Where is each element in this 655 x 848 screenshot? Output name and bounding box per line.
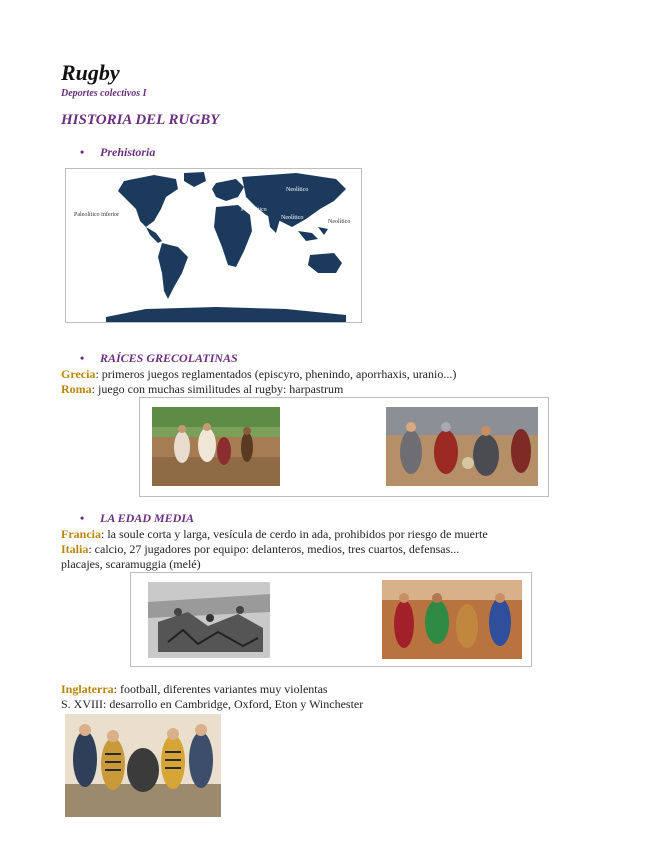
text-line-grecia xyxy=(61,367,456,382)
map-label-2: Neolítico xyxy=(286,187,309,193)
bullet-label: LA EDAD MEDIA xyxy=(100,511,195,525)
keyword-italia: Italia xyxy=(61,542,89,556)
keyword-inglaterra: Inglaterra xyxy=(61,682,114,696)
map-label-4: Neolítico xyxy=(281,215,304,221)
photo-english-football-scrum xyxy=(65,714,221,817)
document-subtitle: Deportes colectivos I xyxy=(61,88,147,99)
line-text: : juego con muchas similitudes al rugby: harpastrum xyxy=(91,382,344,396)
bullet-label: RAÍCES GRECOLATINAS xyxy=(100,351,238,365)
world-map-image xyxy=(66,169,361,322)
bullet-label: Prehistoria xyxy=(100,145,156,159)
map-label-3: Paleolítico xyxy=(241,207,267,213)
bullet-dot: • xyxy=(80,511,85,525)
line-text: : calcio, 27 jugadores por equipo: delanteros, medios, tres cuartos, defensas... xyxy=(88,542,460,556)
line-text: : primeros juegos reglamentados (episcyro, phenindo, aporrhaxis, uranio...) xyxy=(95,367,457,381)
document-title: Rugby xyxy=(61,60,120,85)
text-line-francia xyxy=(61,527,488,542)
map-label-1: Paleolítico inferior xyxy=(74,212,120,218)
keyword-roma: Roma xyxy=(61,382,92,396)
bullet-dot: • xyxy=(80,145,85,159)
bullet-edad-media xyxy=(80,511,194,526)
line-text: : la soule corta y larga, vesícula de cerdo in ada, prohibidos por riesgo de muerte xyxy=(101,527,488,541)
text-line-roma xyxy=(61,382,343,397)
keyword-grecia: Grecia xyxy=(61,367,96,381)
bullet-dot: • xyxy=(80,351,85,365)
text-line-s-xviii: S. XVIII: desarrollo en Cambridge, Oxford, Eton y Winchester xyxy=(61,697,364,711)
world-map-frame xyxy=(65,168,362,323)
photo-harpastrum xyxy=(152,407,280,486)
map-label-5: Neolítico xyxy=(328,219,351,225)
text-line-placajes: placajes, scaramuggia (melé) xyxy=(61,557,201,571)
photo-calcio-match xyxy=(382,580,522,659)
line-text: : football, diferentes variantes muy violentas xyxy=(113,682,328,696)
text-line-inglaterra xyxy=(61,682,328,697)
text-line-italia xyxy=(61,542,459,557)
photo-roman-soldiers xyxy=(386,407,538,486)
photo-la-soule-engraving xyxy=(148,582,270,658)
image-frame-edad-media xyxy=(130,572,532,667)
bullet-raices xyxy=(80,351,238,366)
bullet-prehistoria xyxy=(80,145,155,160)
keyword-francia: Francia xyxy=(61,527,101,541)
image-frame-grecolatinas xyxy=(139,397,549,497)
section-heading: HISTORIA DEL RUGBY xyxy=(61,112,220,128)
